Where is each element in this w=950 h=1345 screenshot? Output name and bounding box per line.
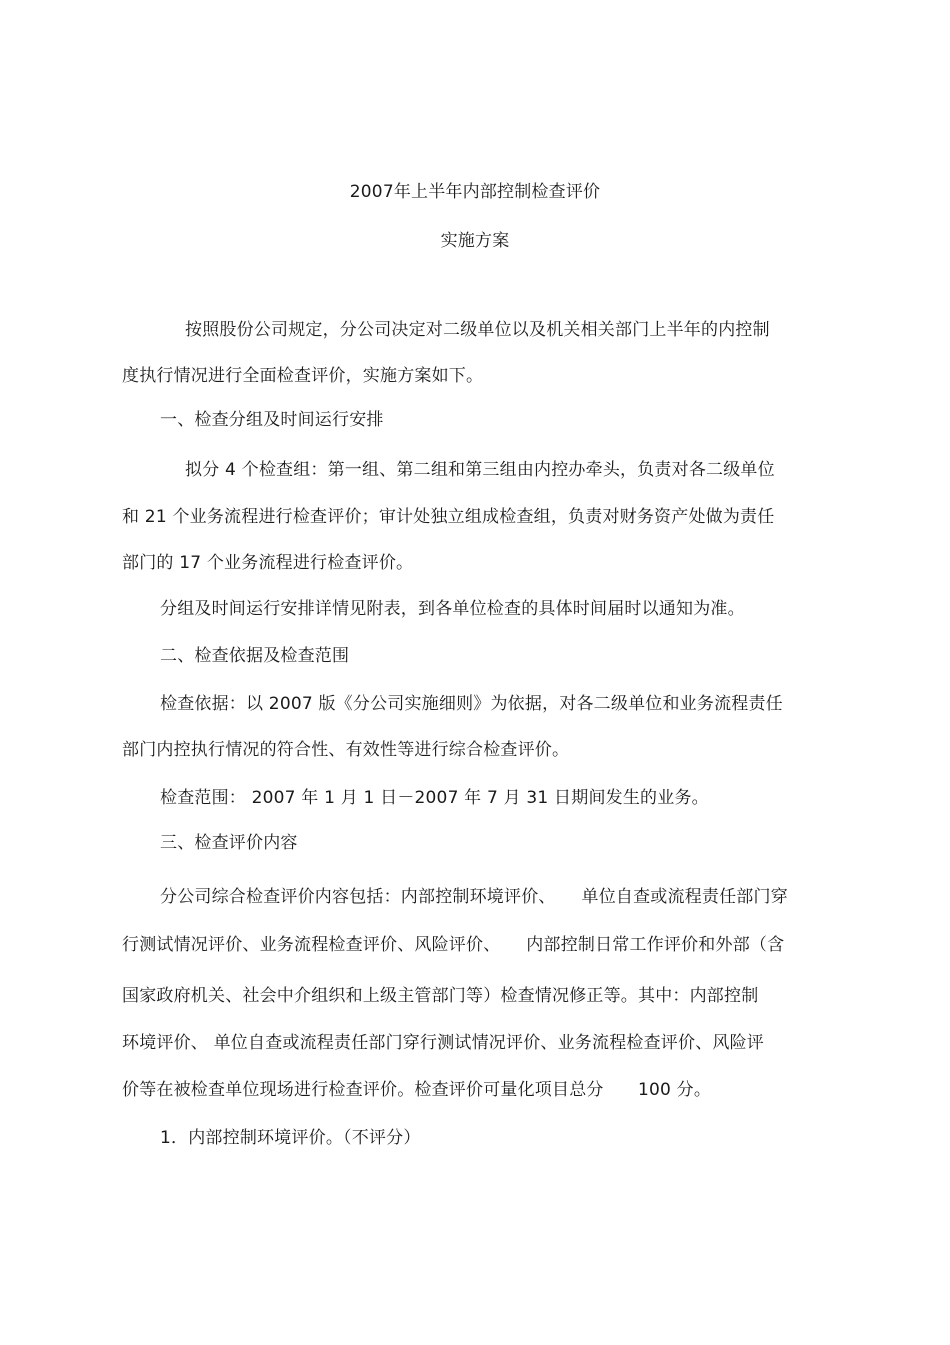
paragraph-line: 度执行情况进行全面检查评价，实施方案如下。 [122,366,484,386]
subsection-heading: 1．内部控制环境评价。（不评分） [160,1128,421,1148]
paragraph-line: 分公司综合检查评价内容包括：内部控制环境评价、 单位自查或流程责任部门穿 [160,887,788,907]
paragraph-line: 按照股份公司规定，分公司决定对二级单位以及机关相关部门上半年的内控制 [185,320,770,340]
paragraph-line: 部门内控执行情况的符合性、有效性等进行综合检查评价。 [122,740,570,760]
paragraph-line: 检查范围： 2007 年 1 月 1 日－2007 年 7 月 31 日期间发生的业务。 [160,788,709,808]
section-heading: 三、检查评价内容 [160,833,298,853]
document-title: 2007年上半年内部控制检查评价 [349,182,601,202]
paragraph-line: 分组及时间运行安排详情见附表，到各单位检查的具体时间届时以通知为准。 [160,599,745,619]
paragraph-line: 行测试情况评价、业务流程检查评价、风险评价、 内部控制日常工作评价和外部（含 [122,935,785,955]
paragraph-line: 和 21 个业务流程进行检查评价；审计处独立组成检查组，负责对财务资产处做为责任 [122,507,775,527]
paragraph-line: 检查依据：以 2007 版《分公司实施细则》为依据，对各二级单位和业务流程责任 [160,694,783,714]
section-heading: 二、检查依据及检查范围 [160,646,350,666]
paragraph-line: 环境评价、 单位自查或流程责任部门穿行测试情况评价、业务流程检查评价、风险评 [122,1033,765,1053]
document-subtitle: 实施方案 [440,231,510,251]
paragraph-line: 国家政府机关、社会中介组织和上级主管部门等）检查情况修正等。其中：内部控制 [122,986,759,1006]
section-heading: 一、检查分组及时间运行安排 [160,410,384,430]
paragraph-line: 拟分 4 个检查组：第一组、第二组和第三组由内控办牵头，负责对各二级单位 [185,460,775,480]
paragraph-line: 价等在被检查单位现场进行检查评价。检查评价可量化项目总分 100 分。 [122,1080,712,1100]
paragraph-line: 部门的 17 个业务流程进行检查评价。 [122,553,414,573]
